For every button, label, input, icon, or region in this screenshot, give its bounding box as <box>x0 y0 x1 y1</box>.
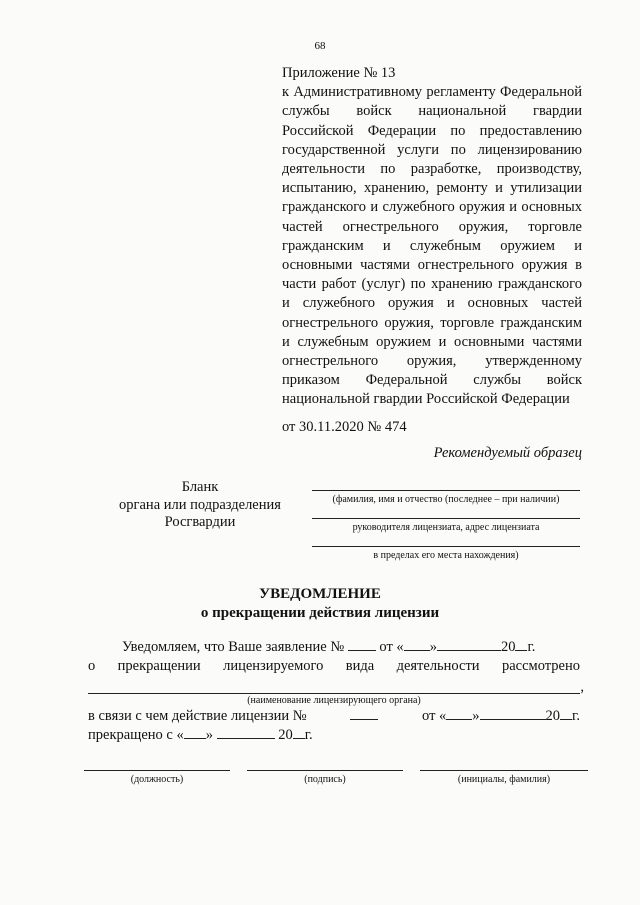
signature-block <box>84 770 588 785</box>
body-line-4-g: г. <box>572 708 580 724</box>
notice-body <box>88 638 584 745</box>
termination-year-blank <box>293 726 305 739</box>
body-line-1-quote: » <box>429 639 437 655</box>
blank-line-2: органа или подразделения <box>119 496 281 513</box>
application-year-blank <box>515 638 527 651</box>
signature-caption: (подпись) <box>304 774 346 785</box>
termination-day-blank <box>184 726 206 739</box>
appendix-date: от 30.11.2020 № 474 <box>282 418 407 435</box>
name-caption: (инициалы, фамилия) <box>457 774 551 785</box>
appendix-title: Приложение № 13 <box>282 65 396 81</box>
license-number-blank <box>350 707 378 720</box>
body-line-2 <box>88 657 580 676</box>
blank-line-3: Росгвардии <box>164 514 236 530</box>
application-month-blank <box>437 638 501 651</box>
body-line-1-year: 20 <box>500 639 516 655</box>
body-word: вида <box>345 658 375 674</box>
license-day-blank <box>446 707 472 720</box>
addressee-caption-2: руководителя лицензиата, адрес лицензиата <box>352 522 540 533</box>
license-month-blank <box>480 707 546 720</box>
body-word: о <box>88 658 96 674</box>
application-number-blank <box>348 638 376 651</box>
licensing-authority-caption: (наименование лицензирующего органа) <box>247 695 421 706</box>
addressee-line-1 <box>312 490 580 491</box>
body-word: лицензируемого <box>223 658 324 674</box>
body-line-4 <box>88 707 580 726</box>
addressee-caption-3: в пределах его места нахождения) <box>373 550 519 561</box>
body-line-5 <box>88 726 580 745</box>
addressee-block <box>312 490 580 562</box>
position-line <box>84 770 230 771</box>
notice-subheading: о прекращении действия лицензии <box>200 605 440 621</box>
notice-title <box>0 585 640 623</box>
line-comma: , <box>580 679 584 695</box>
page-number: 68 <box>314 40 326 52</box>
appendix-text: к Административному регламенту Федеральной службы войск национальной гвардии Российской Федерации по предоставлению государственной услуги по лицензированию деятельности по разработке, производству, испытанию, хранению, ремонту и утилизации гражданского и служебного оружия и основных частей огнестрельного оружия, торговле гражданским и служебным оружием и основными частями огнестрельного оружия в части работ (услуг) по хранению гражданского и служебного оружия и основных частей огнестрельного оружия, торговле гражданским и служебным оружием и основными частями огнестрельного оружия, утвержденному приказом Федеральной службы войск национальной гвардии Российской Федерации <box>282 84 582 408</box>
blank-label <box>105 479 295 532</box>
body-line-1 <box>88 638 580 657</box>
body-line-1-text: Уведомляем, что Ваше заявление № <box>122 639 345 655</box>
body-line-4-from: от « <box>422 708 447 724</box>
name-field <box>420 770 588 785</box>
application-day-blank <box>404 638 430 651</box>
licensing-authority-line <box>88 676 584 695</box>
signature-field <box>247 770 403 785</box>
termination-month-blank <box>217 726 275 739</box>
notice-heading: УВЕДОМЛЕНИЕ <box>259 586 381 602</box>
body-line-1-g: г. <box>527 639 536 655</box>
sample-note: Рекомендуемый образец <box>433 445 582 461</box>
appendix-header <box>282 64 582 437</box>
body-line-4-quote: » <box>472 708 480 724</box>
body-line-4-text: в связи с чем действие лицензии № <box>88 708 307 724</box>
body-word: деятельности <box>396 658 480 674</box>
body-line-1-from: от « <box>379 639 404 655</box>
addressee-line-2 <box>312 518 580 519</box>
position-caption: (должность) <box>130 774 184 785</box>
blank-line-1: Бланк <box>181 479 219 495</box>
name-line <box>420 770 588 771</box>
addressee-caption-1: (фамилия, имя и отчество (последнее – при наличии) <box>332 494 560 505</box>
addressee-line-3 <box>312 546 580 547</box>
position-field <box>84 770 230 785</box>
body-line-5-year: 20 <box>278 727 293 743</box>
body-line-4-year: 20 <box>545 708 561 724</box>
body-line-5-text: прекращено с « <box>88 727 184 743</box>
license-year-blank <box>560 707 572 720</box>
body-line-5-quote: » <box>205 727 213 743</box>
body-word: прекращении <box>117 658 201 674</box>
signature-line <box>247 770 403 771</box>
body-word: рассмотрено <box>501 658 580 674</box>
body-line-5-g: г. <box>304 727 313 743</box>
